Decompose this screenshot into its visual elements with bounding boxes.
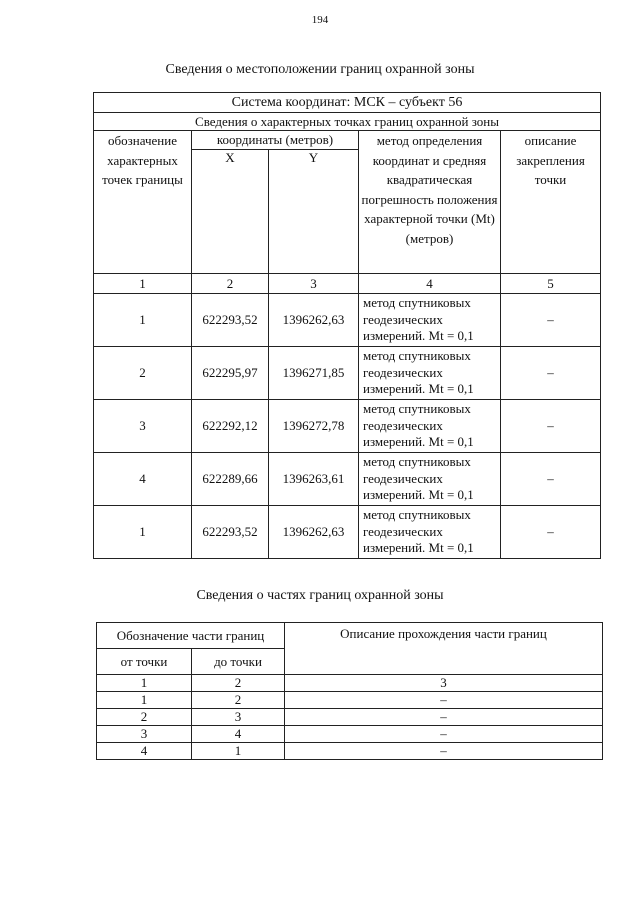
coordinate-system-header: Система координат: МСК – субъект 56 <box>94 93 601 113</box>
header-from-point: от точки <box>97 649 192 675</box>
from-point-cell: 1 <box>97 692 192 709</box>
x-coordinate-cell: 622289,66 <box>192 453 269 506</box>
section-title-boundary-location: Сведения о местоположении границ охранной зоны <box>165 62 475 77</box>
header-x: X <box>192 150 269 274</box>
description-cell: – <box>501 294 601 347</box>
description-cell: – <box>501 453 601 506</box>
page-number: 194 <box>311 14 329 26</box>
x-coordinate-cell: 622293,52 <box>192 506 269 559</box>
header-part-description: Описание прохождения части границ <box>285 623 603 675</box>
point-designation-cell: 1 <box>94 294 192 347</box>
point-designation-cell: 3 <box>94 400 192 453</box>
table-row <box>97 709 603 726</box>
y-coordinate-cell: 1396272,78 <box>269 400 359 453</box>
point-designation-cell: 2 <box>94 347 192 400</box>
table-row <box>94 453 601 506</box>
point-designation-cell: 1 <box>94 506 192 559</box>
part-description-cell: – <box>285 692 603 709</box>
column-number: 1 <box>94 274 192 294</box>
column-number: 1 <box>97 675 192 692</box>
part-description-cell: – <box>285 726 603 743</box>
header-to-point: до точки <box>192 649 285 675</box>
characteristic-points-subtitle: Сведения о характерных точках границ охранной зоны <box>94 113 601 131</box>
header-point-designation: обозначение характерных точек границы <box>94 131 192 274</box>
x-coordinate-cell: 622295,97 <box>192 347 269 400</box>
to-point-cell: 1 <box>192 743 285 760</box>
column-number: 4 <box>359 274 501 294</box>
header-method: метод определения координат и средняя квадратическая погрешность положения характерной точки (Mt) (метров) <box>359 131 501 274</box>
table-row <box>94 400 601 453</box>
part-description-cell: – <box>285 709 603 726</box>
description-cell: – <box>501 347 601 400</box>
to-point-cell: 4 <box>192 726 285 743</box>
header-y: Y <box>269 150 359 274</box>
column-number: 5 <box>501 274 601 294</box>
description-cell: – <box>501 400 601 453</box>
table-row <box>97 726 603 743</box>
method-cell: метод спутниковых геодезических измерений. Mt = 0,1 <box>359 347 501 400</box>
method-cell: метод спутниковых геодезических измерений. Mt = 0,1 <box>359 400 501 453</box>
y-coordinate-cell: 1396262,63 <box>269 294 359 347</box>
table-row <box>94 347 601 400</box>
method-cell: метод спутниковых геодезических измерений. Mt = 0,1 <box>359 294 501 347</box>
column-number: 3 <box>269 274 359 294</box>
part-description-cell: – <box>285 743 603 760</box>
y-coordinate-cell: 1396262,63 <box>269 506 359 559</box>
from-point-cell: 2 <box>97 709 192 726</box>
method-cell: метод спутниковых геодезических измерений. Mt = 0,1 <box>359 506 501 559</box>
section-title-boundary-parts: Сведения о частях границ охранной зоны <box>196 588 444 603</box>
column-number: 2 <box>192 274 269 294</box>
boundary-points-table <box>93 92 601 559</box>
y-coordinate-cell: 1396271,85 <box>269 347 359 400</box>
x-coordinate-cell: 622292,12 <box>192 400 269 453</box>
method-cell: метод спутниковых геодезических измерений. Mt = 0,1 <box>359 453 501 506</box>
header-description: описание закрепления точки <box>501 131 601 274</box>
to-point-cell: 2 <box>192 692 285 709</box>
column-number: 2 <box>192 675 285 692</box>
to-point-cell: 3 <box>192 709 285 726</box>
table-row <box>97 743 603 760</box>
table-row <box>94 506 601 559</box>
column-number: 3 <box>285 675 603 692</box>
header-part-designation: Обозначение части границ <box>97 623 285 649</box>
point-designation-cell: 4 <box>94 453 192 506</box>
boundary-parts-table <box>96 622 603 760</box>
y-coordinate-cell: 1396263,61 <box>269 453 359 506</box>
description-cell: – <box>501 506 601 559</box>
from-point-cell: 3 <box>97 726 192 743</box>
table-row <box>94 294 601 347</box>
header-coordinates: координаты (метров) <box>192 131 359 150</box>
x-coordinate-cell: 622293,52 <box>192 294 269 347</box>
from-point-cell: 4 <box>97 743 192 760</box>
table-row <box>97 692 603 709</box>
